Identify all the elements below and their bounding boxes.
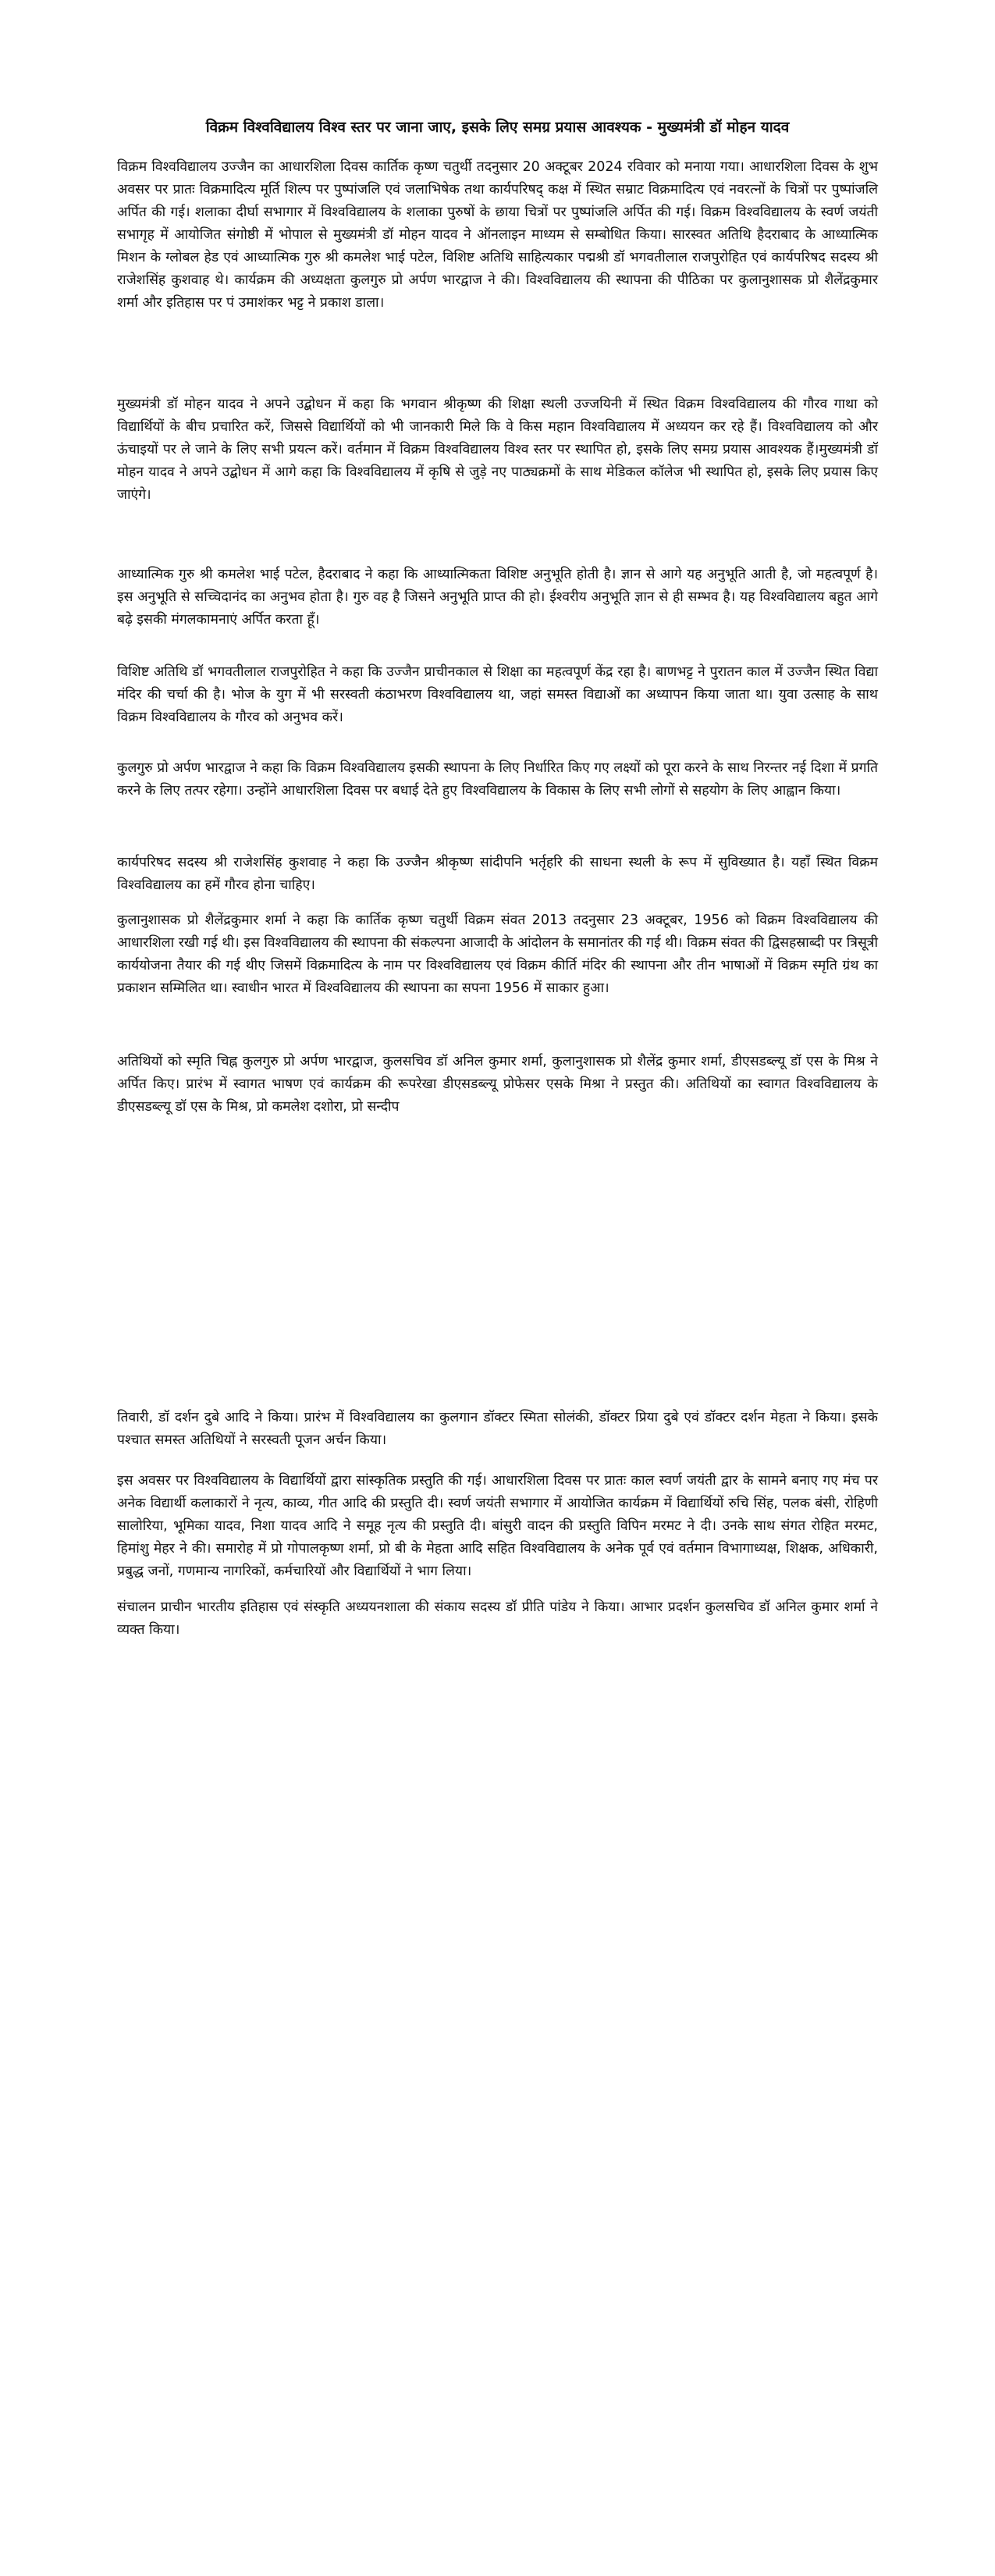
paragraph-council-member: कार्यपरिषद सदस्य श्री राजेशसिंह कुशवाह ने कहा कि उज्जैन श्रीकृष्ण सांदीपनि भर्तृहरि की साधना स्थली के रूप में सुविख्यात है। यहाँ स्थित विक्रम विश्वविद्यालय का हमें गौरव होना चाहिए। (117, 855, 878, 893)
paragraph-conduct-vote-of-thanks: संचालन प्राचीन भारतीय इतिहास एवं संस्कृति अध्ययनशाला की संकाय सदस्य डॉ प्रीति पांडेय ने किया। आभार प्रदर्शन कुलसचिव डॉ अनिल कुमार शर्मा ने व्यक्त किया। (117, 1599, 878, 1638)
paragraph-mementos: अतिथियों को स्मृति चिह्न कुलगुरु प्रो अर्पण भारद्वाज, कुलसचिव डॉ अनिल कुमार शर्मा, कुलानुशासक प्रो शैलेंद्र कुमार शर्मा, डीएसडब्ल्यू डॉ एस के मिश्र ने अर्पित किए। प्रारंभ में स्वागत भाषण एवं कार्यक्रम की रूपरेखा डीएसडब्ल्यू प्रोफेसर एसके मिश्रा ने प्रस्तुत की। अतिथियों का स्वागत विश्वविद्यालय के डीएसडब्ल्यू डॉ एस के मिश्र, प्रो कमलेश दशोरा, प्रो सन्दीप (117, 1054, 878, 1115)
paragraph-foundation-day: विक्रम विश्वविद्यालय उज्जैन का आधारशिला दिवस कार्तिक कृष्ण चतुर्थी तदनुसार 20 अक्टूबर 2024 रविवार को मनाया गया। आधारशिला दिवस के शुभ अवसर पर प्रातः विक्रमादित्य मूर्ति शिल्प पर पुष्पांजलि एवं जलाभिषेक तथा कार्यपरिषद् कक्ष में स्थित सम्राट विक्रमादित्य एवं नवरत्नों के चित्रों पर पुष्पांजलि अर्पित की गई। शलाका दीर्घा सभागार में विश्वविद्यालय के शलाका पुरुषों के छाया चित्रों पर पुष्पांजलि अर्पित की गई। विक्रम विश्वविद्यालय के स्वर्ण जयंती सभागृह में आयोजित संगोष्ठी में भोपाल से मुख्यमंत्री डॉ मोहन यादव ने ऑनलाइन माध्यम से सम्बोधित किया। सारस्वत अतिथि हैदराबाद के आध्यात्मिक मिशन के ग्लोबल हेड एवं आध्यात्मिक गुरु श्री कमलेश भाई पटेल, विशिष्ट अतिथि साहित्यकार पद्मश्री डॉ भगवतीलाल राजपुरोहित एवं कार्यपरिषद सदस्य श्री राजेशसिंह कुशवाह थे। कार्यक्रम की अध्यक्षता कुलगुरु प्रो अर्पण भारद्वाज ने की। विश्वविद्यालय की स्थापना की पीठिका पर कुलानुशासक प्रो शैलेंद्रकुमार शर्मा और इतिहास पर पं उमाशंकर भट्ट ने प्रकाश डाला। (117, 159, 878, 311)
paragraph-special-guest: विशिष्ट अतिथि डॉ भगवतीलाल राजपुरोहित ने कहा कि उज्जैन प्राचीनकाल से शिक्षा का महत्वपूर्ण केंद्र रहा है। बाणभट्ट ने पुरातन काल में उज्जैन स्थित विद्या मंदिर की चर्चा की है। भोज के युग में भी सरस्वती कंठाभरण विश्वविद्यालय था, जहां समस्त विद्याओं का अध्यापन किया जाता था। युवा उत्साह के साथ विक्रम विश्वविद्यालय के गौरव को अनुभव करें। (117, 664, 878, 725)
paragraph-spiritual-guru: आध्यात्मिक गुरु श्री कमलेश भाई पटेल, हैदराबाद ने कहा कि आध्यात्मिकता विशिष्ट अनुभूति होती है। ज्ञान से आगे यह अनुभूति आती है, जो महत्वपूर्ण है। इस अनुभूति से सच्चिदानंद का अनुभव होता है। गुरु वह है जिसने अनुभूति प्राप्त की हो। ईश्वरीय अनुभूति ज्ञान से ही सम्भव है। यह विश्वविद्यालय बहुत आगे बढ़े इसकी मंगलकामनाएं अर्पित करता हूँ। (117, 567, 878, 628)
document-title: विक्रम विश्वविद्यालय विश्व स्तर पर जाना जाए, इसके लिए समग्र प्रयास आवश्यक - मुख्यमंत्री डॉ मोहन यादव (205, 119, 790, 136)
paragraph-vice-chancellor: कुलगुरु प्रो अर्पण भारद्वाज ने कहा कि विक्रम विश्वविद्यालय इसकी स्थापना के लिए निर्धारित किए गए लक्ष्यों को पूरा करने के साथ निरन्तर नई दिशा में प्रगति करने के लिए तत्पर रहेगा। उन्होंने आधारशिला दिवस पर बधाई देते हुए विश्वविद्यालय के विकास के लिए सभी लोगों से सहयोग के लिए आह्वान किया। (117, 760, 878, 799)
paragraph-chief-minister: मुख्यमंत्री डॉ मोहन यादव ने अपने उद्बोधन में कहा कि भगवान श्रीकृष्ण की शिक्षा स्थली उज्जयिनी में स्थित विक्रम विश्वविद्यालय की गौरव गाथा को विद्यार्थियों के बीच प्रचारित करें, जिससे विद्यार्थियों को भी जानकारी मिले कि वे किस महान विश्वविद्यालय में अध्ययन कर रहे हैं। विश्वविद्यालय को और ऊंचाइयों पर ले जाने के लिए सभी प्रयत्न करें। वर्तमान में विक्रम विश्वविद्यालय विश्व स्तर पर स्थापित हो, इसके लिए समग्र प्रयास आवश्यक हैं।मुख्यमंत्री डॉ मोहन यादव ने अपने उद्बोधन में आगे कहा कि विश्वविद्यालय में कृषि से जुड़े नए पाठ्यक्रमों के साथ मेडिकल कॉलेज भी स्थापित हो, इसके लिए प्रयास किए जाएंगे। (117, 397, 878, 503)
paragraph-kulgaan: तिवारी, डॉ दर्शन दुबे आदि ने किया। प्रारंभ में विश्वविद्यालय का कुलगान डॉक्टर स्मिता सोलंकी, डॉक्टर प्रिया दुबे एवं डॉक्टर दर्शन मेहता ने किया। इसके पश्चात समस्त अतिथियों ने सरस्वती पूजन अर्चन किया। (117, 1410, 878, 1448)
paragraph-cultural-program: इस अवसर पर विश्वविद्यालय के विद्यार्थियों द्वारा सांस्कृतिक प्रस्तुति की गई। आधारशिला दिवस पर प्रातः काल स्वर्ण जयंती द्वार के सामने बनाए गए मंच पर अनेक विद्यार्थी कलाकारों ने नृत्य, काव्य, गीत आदि की प्रस्तुति दी। स्वर्ण जयंती सभागार में आयोजित कार्यक्रम में विद्यार्थियों रुचि सिंह, पलक बंसी, रोहिणी सालोरिया, भूमिका यादव, निशा यादव आदि ने समूह नृत्य की प्रस्तुति दी। बांसुरी वादन की प्रस्तुति विपिन मरमट ने दी। उनके साथ संगत रोहित मरमट, हिमांशु मेहर ने की। समारोह में प्रो गोपालकृष्ण शर्मा, प्रो बी के मेहता आदि सहित विश्वविद्यालय के अनेक पूर्व एवं वर्तमान विभागाध्यक्ष, शिक्षक, अधिकारी, प्रबुद्ध जनों, गणमान्य नागरिकों, कर्मचारियों और विद्यार्थियों ने भाग लिया। (117, 1473, 878, 1579)
paragraph-proctor: कुलानुशासक प्रो शैलेंद्रकुमार शर्मा ने कहा कि कार्तिक कृष्ण चतुर्थी विक्रम संवत 2013 तदनुसार 23 अक्टूबर, 1956 को विक्रम विश्वविद्यालय की आधारशिला रखी गई थी। इस विश्वविद्यालय की स्थापना की संकल्पना आजादी के आंदोलन के समानांतर की गई थी। विक्रम संवत की द्विसहस्राब्दी पर त्रिसूत्री कार्ययोजना तैयार की गई थीए जिसमें विक्रमादित्य के नाम पर विश्वविद्यालय एवं विक्रम कीर्ति मंदिर की स्थापना और तीन भाषाओं में विक्रम स्मृति ग्रंथ का प्रकाशन सम्मिलित था। स्वाधीन भारत में विश्वविद्यालय की स्थापना का सपना 1956 में साकार हुआ। (117, 913, 878, 996)
